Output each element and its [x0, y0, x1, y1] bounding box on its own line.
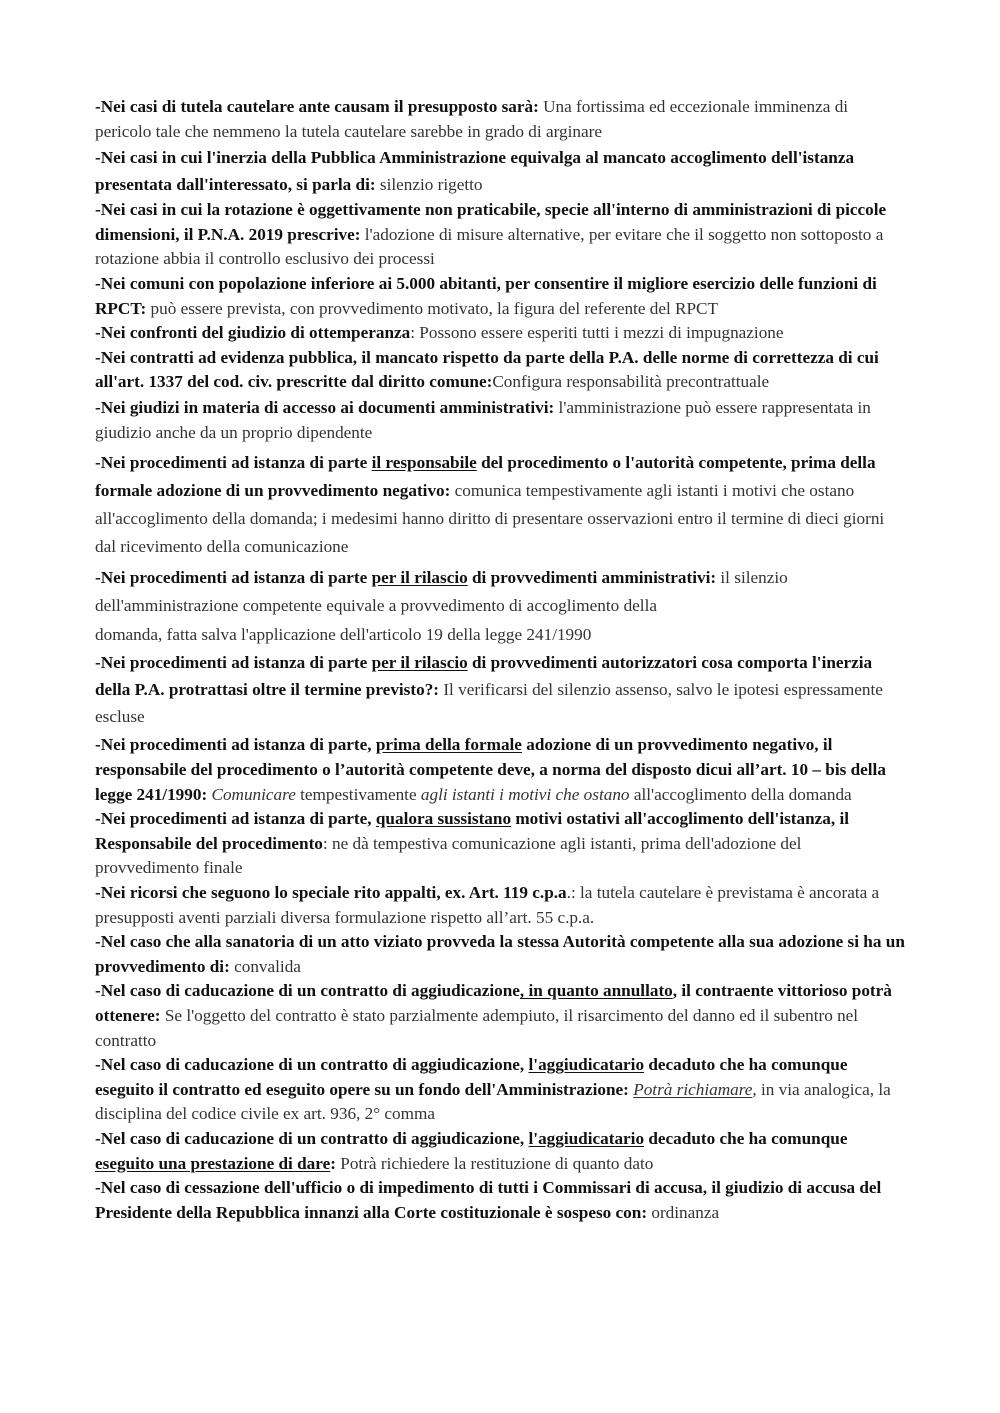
- answer-italic: Potrà richiamare: [633, 1079, 753, 1099]
- list-item: [95, 449, 908, 561]
- question-text: -Nei giudizi in materia di accesso ai documenti amministrativi:: [95, 397, 555, 417]
- question-text: -Nei procedimenti ad istanza di parte: [95, 452, 372, 472]
- underlined-term: per il rilascio: [371, 567, 468, 587]
- list-item: [95, 733, 908, 807]
- question-text: -Nel caso di caducazione di un contratto di aggiudicazione,: [95, 1055, 529, 1075]
- list-item: [95, 1053, 908, 1127]
- question-text: -Nei casi in cui l'inerzia della Pubblica Amministrazione equivalga al mancato accoglimento dell'istanza presentata dall'interessato, si parla di:: [95, 148, 855, 195]
- question-text: -Nei procedimenti ad istanza di parte,: [95, 735, 376, 755]
- answer-text: Se l'oggetto del contratto è stato parzialmente adempiuto, il risarcimento del danno ed il subentro nel contratto: [95, 1005, 859, 1050]
- list-item: [95, 1127, 908, 1176]
- underlined-term: eseguito una prestazione di dare: [95, 1153, 331, 1173]
- answer-text: comunica tempestivamente agli istanti i motivi che ostano all'accoglimento della domanda; i medesimi hanno diritto di presentare osservazioni entro il termine di dieci giorni dal ricevimento della comunicazione: [95, 480, 885, 556]
- underlined-term: per il rilascio: [371, 653, 468, 673]
- list-item: [95, 649, 908, 730]
- answer-text: Potrà richiedere la restituzione di quanto dato: [335, 1153, 654, 1173]
- question-text: -Nei confronti del giudizio di ottemperanza: [95, 323, 411, 343]
- answer-text: convalida: [229, 956, 301, 976]
- list-item: [95, 198, 908, 272]
- question-text: -Nel caso di caducazione di un contratto di aggiudicazione: [95, 981, 520, 1001]
- answer-italic: Comunicare: [211, 784, 296, 804]
- underlined-term: , in quanto annullato: [519, 981, 673, 1001]
- list-item: [95, 272, 908, 321]
- list-item: [95, 1176, 908, 1225]
- question-text: -Nei procedimenti ad istanza di parte: [95, 653, 372, 673]
- answer-text: : ne dà tempestiva comunicazione agli istanti, prima dell'adozione del provvedimento finale: [95, 833, 802, 878]
- underlined-term: il responsabile: [371, 452, 477, 472]
- list-item: [95, 881, 908, 930]
- underlined-term: qualora sussistano: [375, 809, 512, 829]
- question-text: -Nel caso di cessazione dell'ufficio o di impedimento di tutti i Commissari di accusa, il giudizio di accusa del Presidente della Repubblica innanzi alla Corte costituzionale è sospeso con:: [95, 1178, 882, 1222]
- question-text: -Nei contratti ad evidenza pubblica, il mancato rispetto da parte della P.A. delle norme di correttezza di cui all'art. 1337 del cod. civ. prescritte dal diritto comune:: [95, 347, 879, 392]
- question-text: di provvedimenti amministrativi:: [467, 567, 717, 587]
- question-text: -Nei comuni con popolazione inferiore ai 5.000 abitanti, per consentire il migliore esercizio delle funzioni di RPCT:: [95, 273, 877, 318]
- list-item: [95, 95, 908, 144]
- answer-text: all'accoglimento della domanda: [629, 784, 852, 804]
- question-text: -Nei casi in cui la rotazione è oggettivamente non praticabile, specie all'interno di amministrazioni di piccole dimensioni, il P.N.A. 2019 prescrive:: [95, 200, 887, 244]
- question-text: adozione di un provvedimento negativo, il responsabile del procedimento o l’autorità competente deve, a norma del disposto dicui all’art. 10 – bis della legge 241/1990:: [95, 735, 886, 804]
- answer-text: può essere prevista, con provvedimento motivato, la figura del referente del RPCT: [146, 298, 719, 318]
- question-text: del procedimento o l'autorità competente, prima della formale adozione di un provvedimento negativo:: [95, 452, 876, 500]
- answer-text: domanda, fatta salva l'applicazione dell'articolo 19 della legge 241/1990: [95, 624, 592, 644]
- list-item: [95, 321, 908, 346]
- answer-text: l'adozione di misure alternative, per evitare che il soggetto non sottoposto a rotazione abbia il controllo esclusivo dei processi: [95, 224, 884, 269]
- question-text: :: [330, 1153, 336, 1173]
- underlined-term: prima della formale: [375, 735, 522, 755]
- list-item: [95, 346, 908, 395]
- answer-italic: agli istanti i motivi che ostano: [420, 784, 630, 804]
- answer-text: , in via analogica, la disciplina del codice civile ex art. 936, 2° comma: [95, 1079, 891, 1124]
- answer-text: Il verificarsi del silenzio assenso, salvo le ipotesi espressamente escluse: [95, 680, 883, 727]
- list-item: [95, 395, 908, 446]
- question-text: -Nel caso di caducazione di un contratto di aggiudicazione,: [95, 1128, 529, 1148]
- question-text: -Nei ricorsi che seguono lo speciale rito appalti, ex. Art. 119 c.p.a: [95, 883, 567, 902]
- answer-text: il silenzio dell'amministrazione competente equivale a provvedimento di accoglimento della: [95, 567, 788, 616]
- answer-text: Configura responsabilità precontrattuale: [492, 372, 770, 392]
- question-text: di provvedimenti autorizzatori cosa comporta l'inerzia della P.A. protrattasi oltre il termine previsto?:: [95, 653, 873, 700]
- answer-text: Una fortissima ed eccezionale imminenza di pericolo tale che nemmeno la tutela cautelare sarebbe in grado di arginare: [95, 97, 849, 141]
- question-text: -Nei procedimenti ad istanza di parte,: [95, 809, 376, 829]
- question-text: -Nei procedimenti ad istanza di parte: [95, 567, 372, 587]
- question-text: decaduto che ha comunque eseguito il contratto ed eseguito opere su un fondo dell'Amministrazione:: [95, 1055, 848, 1099]
- answer-text: .: la tutela cautelare è previstama è ancorata a presupposti aventi parziali diversa formulazione rispetto all’art. 55 c.p.a.: [95, 883, 880, 927]
- list-item: [95, 930, 908, 979]
- list-item: [95, 564, 908, 650]
- answer-text: ordinanza: [647, 1202, 720, 1222]
- underlined-term: l'aggiudicatario: [528, 1128, 645, 1148]
- question-text: -Nei casi di tutela cautelare ante causam il presupposto sarà:: [95, 97, 539, 116]
- answer-text: tempestivamente: [295, 784, 421, 804]
- answer-text: : Possono essere esperiti tutti i mezzi di impugnazione: [410, 323, 784, 343]
- answer-text: l'amministrazione può essere rappresentata in giudizio anche da un proprio dipendente: [95, 397, 871, 443]
- list-item: [95, 144, 908, 198]
- question-text: , il contraente vittorioso potrà ottenere:: [95, 981, 892, 1025]
- question-text: decaduto che ha comunque: [644, 1128, 848, 1148]
- answer-text: silenzio rigetto: [375, 175, 483, 195]
- question-text: motivi ostativi all'accoglimento dell'istanza, il Responsabile del procedimento: [95, 809, 850, 853]
- underlined-term: l'aggiudicatario: [528, 1055, 645, 1075]
- list-item: [95, 807, 908, 881]
- question-text: -Nel caso che alla sanatoria di un atto viziato provveda la stessa Autorità competente alla sua adozione si ha un provvedimento di:: [95, 932, 905, 976]
- list-item: [95, 979, 908, 1053]
